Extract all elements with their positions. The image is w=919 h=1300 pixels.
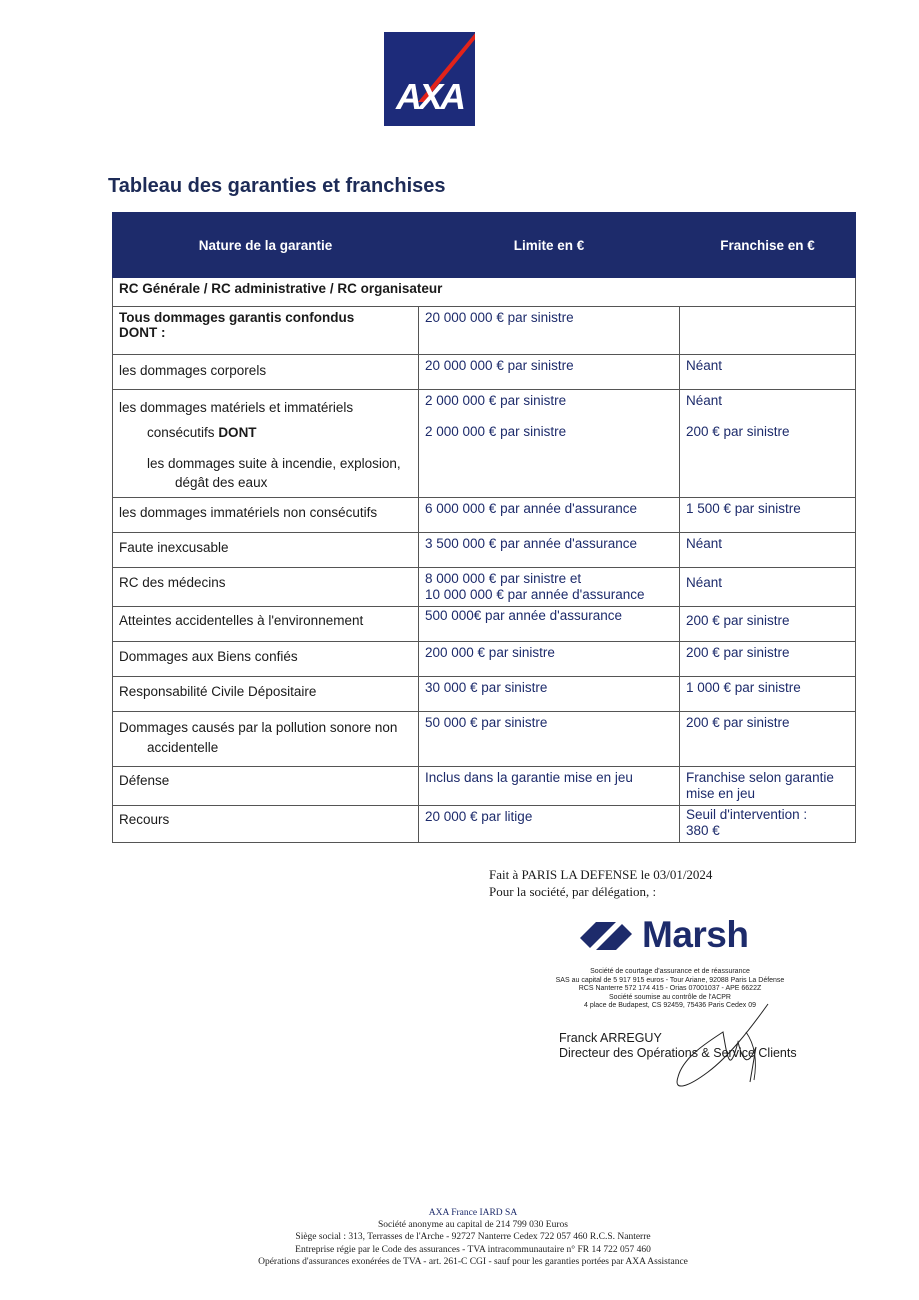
franchise-cell — [680, 307, 856, 355]
place-date-line: Fait à PARIS LA DEFENSE le 03/01/2024 — [489, 867, 713, 882]
section-row — [113, 278, 856, 307]
header-limit: Limite en € — [419, 213, 680, 278]
limit-text: 2 000 000 € par sinistre — [425, 393, 567, 408]
signer-name: Franck ARREGUY — [559, 1031, 662, 1045]
franchise-cell — [680, 767, 856, 806]
nature-text: DONT : — [119, 325, 166, 340]
table-row — [113, 607, 856, 642]
franchise-text: 200 € par sinistre — [686, 424, 790, 439]
nature-cell: Dommages aux Biens confiés — [113, 642, 419, 677]
footer-line: Société anonyme au capital de 214 799 030 Euros — [378, 1220, 568, 1231]
franchise-cell: 200 € par sinistre — [680, 607, 856, 642]
limit-cell: 500 000€ par année d'assurance — [419, 607, 680, 642]
franchise-text: Franchise selon garantie — [686, 770, 834, 785]
nature-cell: Recours — [113, 806, 419, 843]
table-row — [113, 498, 856, 533]
nature-subtext: les dommages suite à incendie, explosion, — [147, 456, 401, 471]
company-info-line: Société de courtage d'assurance et de réassurance — [590, 968, 750, 975]
axa-logo — [384, 32, 475, 126]
header-franchise: Franchise en € — [680, 213, 856, 278]
marsh-logo-text: Marsh — [642, 914, 749, 955]
nature-cell — [113, 307, 419, 355]
signature-place-date — [489, 866, 712, 900]
nature-subtext: dégât des eaux — [175, 475, 268, 490]
franchise-text: Seuil d'intervention : — [686, 807, 808, 822]
footer-company: AXA France IARD SA — [428, 1208, 518, 1218]
limit-cell: 6 000 000 € par année d'assurance — [419, 498, 680, 533]
nature-text-consecutive — [119, 423, 412, 442]
franchise-cell — [680, 390, 856, 498]
limit-cell: 20 000 000 € par sinistre — [419, 355, 680, 390]
marsh-logo — [576, 914, 776, 958]
table-row — [113, 307, 856, 355]
nature-text: Dommages causés par la pollution sonore non — [119, 720, 398, 735]
nature-text: Tous dommages garantis confondus — [119, 310, 355, 325]
signer-block — [559, 1031, 797, 1061]
page-title: Tableau des garanties et franchises — [108, 175, 446, 197]
limit-cell: 3 500 000 € par année d'assurance — [419, 533, 680, 568]
nature-cell — [113, 712, 419, 767]
guarantees-table — [112, 212, 856, 843]
franchise-cell: Néant — [680, 355, 856, 390]
footer-line: Opérations d'assurances exonérées de TVA - art. 261-C CGI - sauf pour les garanties portées par AXA Assistance — [258, 1256, 688, 1267]
nature-cell — [113, 390, 419, 498]
franchise-text: mise en jeu — [686, 786, 756, 801]
signer-role: Directeur des Opérations & Service Clients — [559, 1046, 797, 1060]
axa-logo-text: AXA — [395, 76, 463, 117]
delegation-line: Pour la société, par délégation, : — [489, 884, 657, 899]
footer-line: Siège social : 313, Terrasses de l'Arche - 92727 Nanterre Cedex 722 057 460 R.C.S. Nanterre — [295, 1232, 651, 1243]
company-info-line: RCS Nanterre 572 174 415 - Orias 07001037 - APE 6622Z — [578, 985, 762, 992]
limit-cell: 50 000 € par sinistre — [419, 712, 680, 767]
nature-cell: Défense — [113, 767, 419, 806]
header-nature: Nature de la garantie — [113, 213, 419, 278]
limit-text: 10 000 000 € par année d'assurance — [425, 587, 645, 602]
franchise-text: Néant — [686, 393, 723, 408]
nature-cell: RC des médecins — [113, 568, 419, 607]
table-row — [113, 712, 856, 767]
company-info-line: 4 place de Budapest, CS 92459, 75436 Paris Cedex 09 — [583, 1002, 756, 1009]
franchise-cell — [680, 806, 856, 843]
franchise-cell: 1 000 € par sinistre — [680, 677, 856, 712]
table-row — [113, 390, 856, 498]
franchise-cell: 200 € par sinistre — [680, 642, 856, 677]
table-row — [113, 355, 856, 390]
company-info-line: SAS au capital de 5 917 915 euros - Tour Ariane, 92088 Paris La Défense — [555, 976, 785, 984]
table-row — [113, 677, 856, 712]
limit-cell: 20 000 000 € par sinistre — [419, 307, 680, 355]
limit-text: 2 000 000 € par sinistre — [425, 424, 567, 439]
nature-cell: les dommages immatériels non consécutifs — [113, 498, 419, 533]
table-row — [113, 767, 856, 806]
nature-cell: Faute inexcusable — [113, 533, 419, 568]
marsh-logo-icon — [576, 914, 636, 958]
nature-text: accidentelle — [147, 740, 219, 755]
limit-cell — [419, 390, 680, 498]
franchise-cell: 200 € par sinistre — [680, 712, 856, 767]
franchise-cell: Néant — [680, 568, 856, 607]
nature-cell: Responsabilité Civile Dépositaire — [113, 677, 419, 712]
nature-text-dont: DONT — [218, 425, 257, 440]
nature-cell: les dommages corporels — [113, 355, 419, 390]
company-info-line: Société soumise au contrôle de l'ACPR — [609, 993, 731, 1001]
limit-cell: 200 000 € par sinistre — [419, 642, 680, 677]
limit-text: 8 000 000 € par sinistre et — [425, 571, 582, 586]
table-row — [113, 642, 856, 677]
table-row — [113, 568, 856, 607]
limit-cell: 20 000 € par litige — [419, 806, 680, 843]
page-footer — [110, 1207, 836, 1268]
nature-text: les dommages matériels et immatériels — [119, 400, 354, 415]
table-row — [113, 806, 856, 843]
franchise-cell: 1 500 € par sinistre — [680, 498, 856, 533]
limit-cell — [419, 568, 680, 607]
table-row — [113, 533, 856, 568]
limit-cell: 30 000 € par sinistre — [419, 677, 680, 712]
franchise-cell: Néant — [680, 533, 856, 568]
nature-cell: Atteintes accidentelles à l'environnement — [113, 607, 419, 642]
franchise-text: 380 € — [686, 823, 720, 838]
footer-line: Entreprise régie par le Code des assurances - TVA intracommunautaire n° FR 14 722 057 460 — [295, 1244, 651, 1255]
section-title: RC Générale / RC administrative / RC organisateur — [113, 278, 856, 307]
limit-cell: Inclus dans la garantie mise en jeu — [419, 767, 680, 806]
nature-text: consécutifs — [147, 425, 215, 440]
table-header-row — [113, 213, 856, 278]
